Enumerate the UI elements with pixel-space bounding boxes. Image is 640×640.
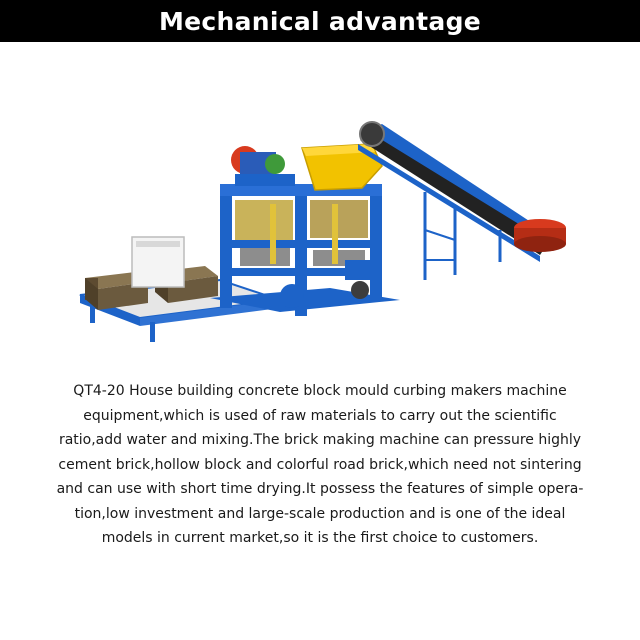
- machine-image: [70, 100, 580, 350]
- page-title: Mechanical advantage: [158, 6, 482, 36]
- description-line: and can use with short time drying.It possess the features of simple opera-: [56, 481, 584, 497]
- description-line: models in current market,so it is the first choice to customers.: [101, 530, 539, 546]
- header-banner: [0, 0, 640, 42]
- description-line: QT4-20 House building concrete block mould curbing makers machine: [73, 383, 567, 399]
- description-line: equipment,which is used of raw materials to carry out the scientific: [83, 407, 557, 424]
- description-line: ratio,add water and mixing.The brick making machine can pressure highly: [58, 432, 582, 448]
- description-line: cement brick,hollow block and colorful road brick,which need not sintering: [58, 456, 582, 473]
- product-description: [40, 379, 600, 551]
- description-line: tion,low investment and large-scale production and is one of the ideal: [74, 505, 566, 522]
